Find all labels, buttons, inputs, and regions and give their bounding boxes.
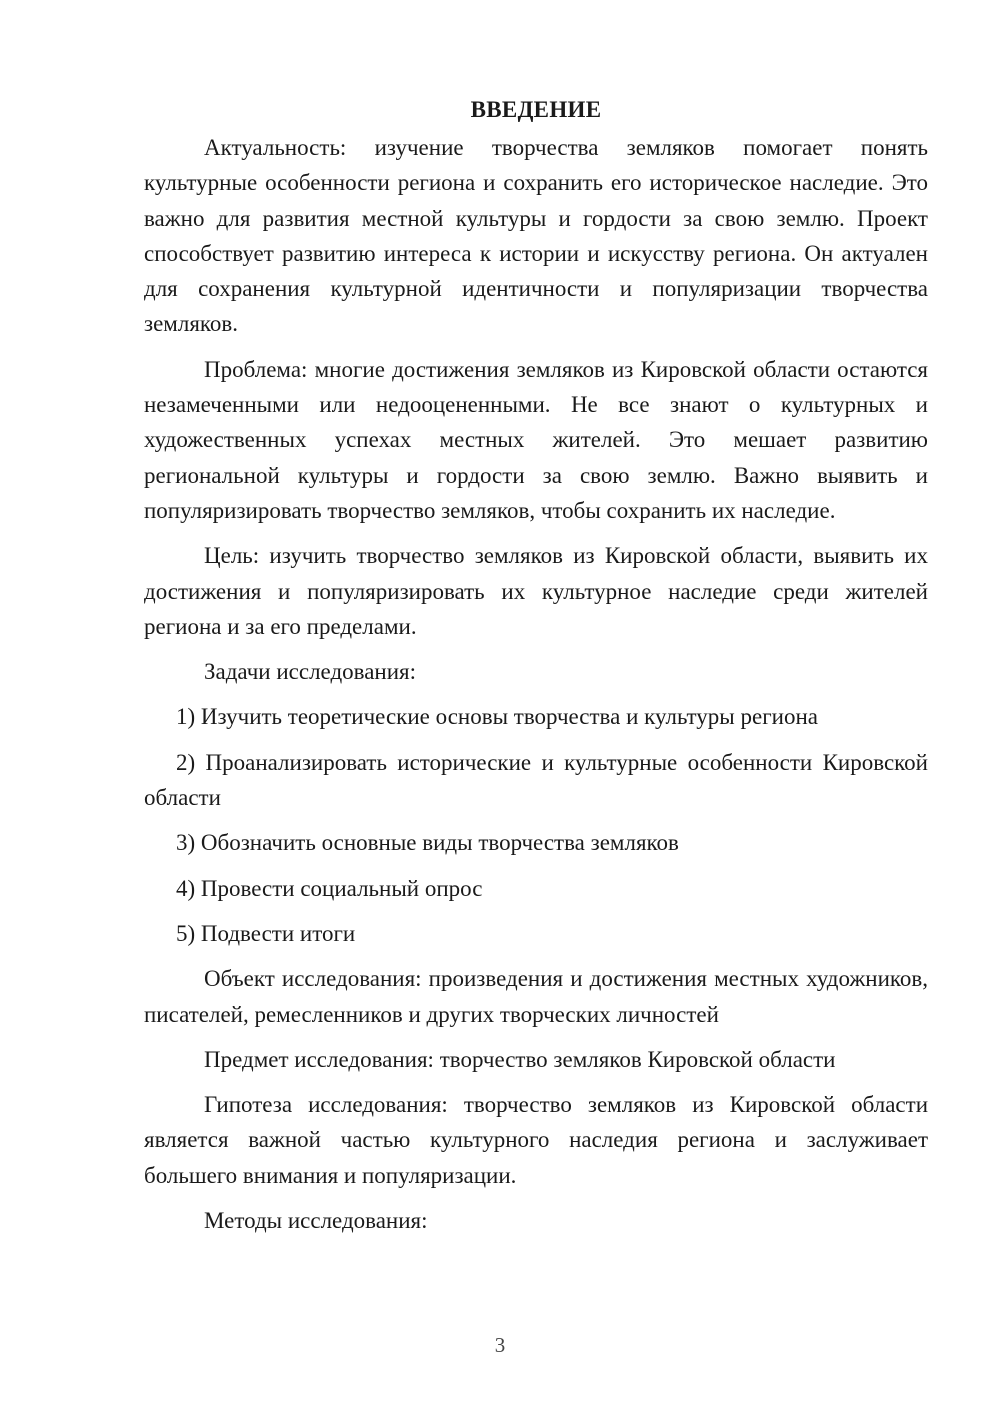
task-item: 2) Проанализировать исторические и культурные особенности Кировской области [144, 749, 928, 811]
page-number: 3 [494, 1333, 506, 1357]
task-item: 3) Обозначить основные виды творчества земляков [176, 830, 679, 856]
task-item: 5) Подвести итоги [176, 920, 356, 946]
subject-paragraph: Предмет исследования: творчество земляков Кировской области [204, 1046, 836, 1072]
task-item: 1) Изучить теоретические основы творчества и культуры региона [176, 704, 818, 730]
section-title: ВВЕДЕНИЕ [470, 97, 602, 122]
hypothesis-paragraph: Гипотеза исследования: творчество земляков из Кировской области является важной частью культурного наследия региона и заслуживает большего внимания и популяризации. [144, 1092, 928, 1188]
document-page [144, 92, 928, 1238]
problem-paragraph: Проблема: многие достижения земляков из Кировской области остаются незамеченными или недооцененными. Не все знают о культурных и художественных успехах местных жителей. Это мешает развитию региональной культуры и гордости за свою землю. Важно выявить и популяризировать творчество земляков, чтобы сохранить их наследие. [144, 356, 928, 523]
object-paragraph: Объект исследования: произведения и достижения местных художников, писателей, ремесленников и других творческих личностей [144, 966, 928, 1027]
tasks-heading: Задачи исследования: [204, 659, 417, 685]
methods-heading: Методы исследования: [204, 1208, 428, 1234]
task-item: 4) Провести социальный опрос [176, 875, 483, 901]
goal-paragraph: Цель: изучить творчество земляков из Кировской области, выявить их достижения и популяризировать их культурное наследие среди жителей региона и за его пределами. [144, 543, 928, 639]
relevance-paragraph: Актуальность: изучение творчества земляков помогает понять культурные особенности региона и сохранить его историческое наследие. Это важно для развития местной культуры и гордости за свою землю. Проект способствует развитию интереса к истории и искусству региона. Он актуален для сохранения культурной идентичности и популяризации творчества земляков. [144, 135, 928, 337]
